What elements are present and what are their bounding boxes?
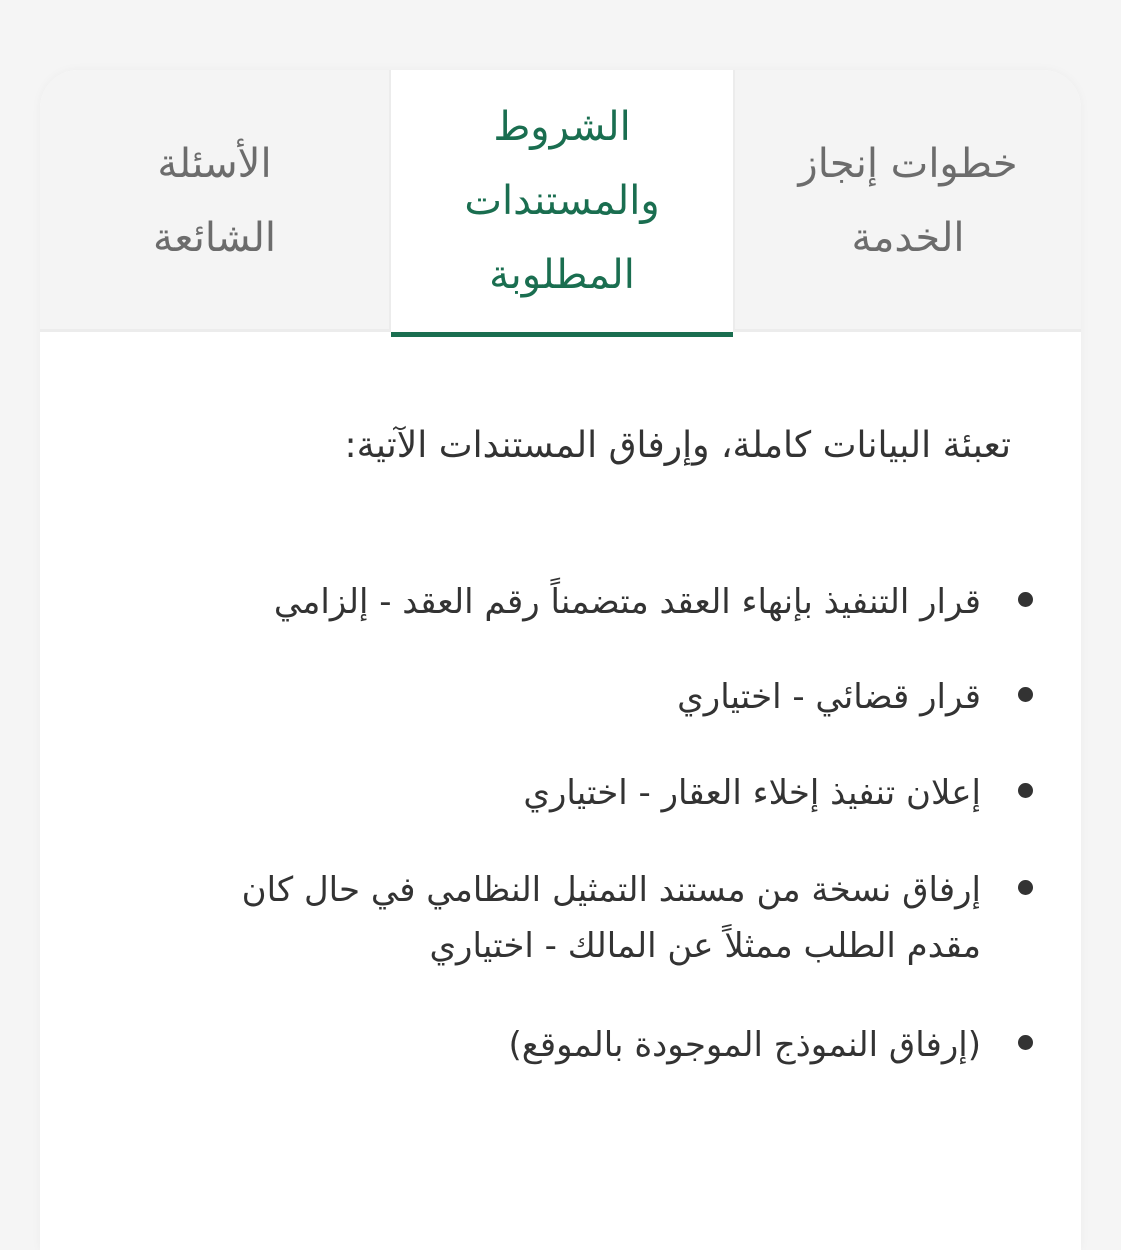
active-tab-indicator: [391, 332, 733, 337]
bullet-icon: [1018, 687, 1033, 702]
bullet-icon: [1018, 1035, 1033, 1050]
tab-faq[interactable]: [40, 70, 389, 332]
bullet-icon: [1018, 592, 1033, 607]
bullet-icon: [1018, 783, 1033, 798]
list-item-text: قرار قضائي - اختياري: [677, 677, 981, 717]
requirements-intro: تعبئة البيانات كاملة، وإرفاق المستندات الآتية:: [344, 425, 1011, 466]
list-item: [161, 1017, 981, 1073]
list-item: [161, 862, 981, 974]
tab-bar: [40, 70, 1081, 332]
list-item-text: إرفاق نسخة من مستند التمثيل النظامي في حال كان مقدم الطلب ممثلاً عن المالك - اختياري: [241, 870, 981, 966]
tab-conditions-documents-label: الشروط والمستندات المطلوبة: [464, 104, 660, 298]
list-item-text: (إرفاق النموذج الموجودة بالموقع): [508, 1025, 981, 1065]
bullet-icon: [1018, 880, 1033, 895]
tab-conditions-documents[interactable]: [389, 70, 735, 332]
list-item-text: قرار التنفيذ بإنهاء العقد متضمناً رقم العقد - إلزامي: [273, 582, 981, 622]
tab-service-steps[interactable]: [735, 70, 1081, 332]
tab-service-steps-label: خطوات إنجاز الخدمة: [798, 141, 1018, 261]
list-item: [161, 765, 981, 821]
service-details-card: [40, 70, 1081, 1250]
list-item-text: إعلان تنفيذ إخلاء العقار - اختياري: [523, 773, 981, 813]
list-item: [161, 574, 981, 630]
list-item: [161, 669, 981, 725]
tab-faq-label: الأسئلة الشائعة: [152, 141, 277, 261]
